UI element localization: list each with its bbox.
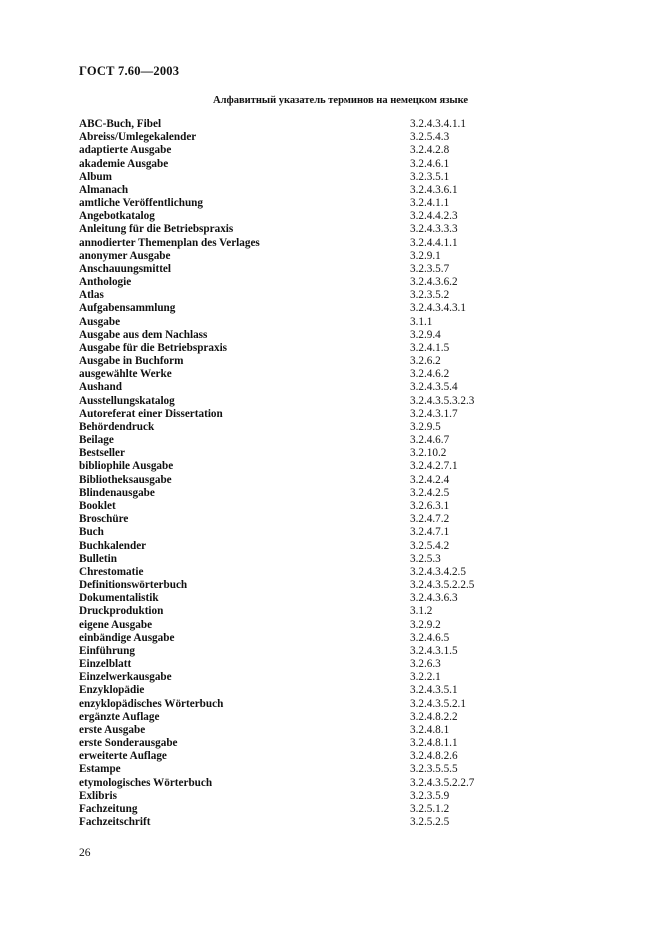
index-code: 3.2.3.5.9 (410, 789, 450, 802)
index-code: 3.2.4.3.4.1.1 (410, 118, 466, 130)
index-entry (79, 395, 549, 408)
index-code: 3.2.4.3.6.2 (410, 276, 458, 289)
index-entry (79, 803, 549, 816)
index-entry (79, 592, 549, 605)
index-code: 3.2.3.5.2 (410, 289, 450, 302)
index-code: 3.2.4.2.5 (410, 486, 450, 499)
index-term: erste Sonderausgabe (79, 737, 178, 750)
index-entry (79, 763, 549, 776)
index-code: 3.2.4.3.5.2.2.5 (410, 579, 475, 592)
index-term: Chrestomatie (79, 565, 144, 578)
index-entry (79, 500, 549, 513)
index-term: Angebotkatalog (79, 210, 155, 223)
index-term: Buch (79, 526, 104, 539)
index-term: einbändige Ausgabe (79, 631, 175, 644)
index-code: 3.1.1 (410, 315, 433, 328)
index-entry (79, 684, 549, 697)
index-code: 3.2.4.3.4.2.5 (410, 565, 466, 578)
term-index (79, 118, 549, 829)
index-entry (79, 737, 549, 750)
index-term: ergänzte Auflage (79, 710, 160, 723)
index-term: Aufgabensammlung (79, 302, 176, 315)
index-term: Aushand (79, 381, 122, 394)
index-code: 3.2.4.8.1 (410, 723, 450, 736)
index-term: erweiterte Auflage (79, 750, 167, 763)
index-entry (79, 711, 549, 724)
index-entry (79, 250, 549, 263)
index-code: 3.2.10.2 (410, 447, 447, 460)
index-entry (79, 144, 549, 157)
index-term: Ausgabe für die Betriebspraxis (79, 341, 228, 354)
index-term: Abreiss/Umlegekalender (79, 131, 197, 144)
index-code: 3.2.4.6.1 (410, 157, 450, 170)
index-term: Atlas (79, 289, 104, 302)
index-term: akademie Ausgabe (79, 157, 169, 170)
index-code: 3.2.4.1.1 (410, 197, 450, 210)
index-term: Fachzeitschrift (79, 816, 151, 829)
index-code: 3.2.4.3.1.5 (410, 644, 458, 657)
index-entry (79, 671, 549, 684)
index-term: Definitionswörterbuch (79, 579, 188, 592)
index-term: Bibliotheksausgabe (79, 473, 172, 486)
index-code: 3.2.4.2.7.1 (410, 460, 458, 473)
index-code: 3.2.2.1 (410, 671, 441, 684)
index-term: Bestseller (79, 447, 125, 460)
index-code: 3.2.4.3.5.3.2.3 (410, 394, 475, 407)
index-entry (79, 790, 549, 803)
index-code: 3.2.4.4.2.3 (410, 210, 458, 223)
index-code: 3.2.5.4.2 (410, 539, 450, 552)
index-entry (79, 184, 549, 197)
index-entry (79, 302, 549, 315)
index-entry (79, 724, 549, 737)
index-entry (79, 447, 549, 460)
index-code: 3.2.6.3.1 (410, 499, 450, 512)
index-title: Алфавитный указатель терминов на немецком языке (213, 95, 469, 106)
index-entry (79, 408, 549, 421)
index-entry (79, 421, 549, 434)
index-term: ausgewählte Werke (79, 368, 172, 381)
index-code: 3.2.4.2.8 (410, 144, 450, 157)
page-number: 26 (79, 847, 91, 859)
index-term: enzyklopädisches Wörterbuch (79, 697, 224, 710)
index-term: Druckproduktion (79, 605, 164, 618)
index-entry (79, 197, 549, 210)
index-code: 3.2.3.5.7 (410, 262, 450, 275)
index-term: anonymer Ausgabe (79, 249, 171, 262)
index-term: Buchkalender (79, 539, 147, 552)
index-code: 3.2.4.3.4.3.1 (410, 302, 466, 315)
index-code: 3.2.4.7.2 (410, 513, 450, 526)
index-term: Behördendruck (79, 420, 155, 433)
index-term: amtliche Veröffentlichung (79, 197, 203, 210)
index-code: 3.2.4.3.5.2.2.7 (410, 776, 475, 789)
index-code: 3.2.4.6.7 (410, 434, 450, 447)
index-code: 3.2.5.1.2 (410, 802, 450, 815)
index-term: Estampe (79, 763, 121, 776)
index-code: 3.2.4.7.1 (410, 526, 450, 539)
index-term: Bulletin (79, 552, 117, 565)
index-entry (79, 131, 549, 144)
index-code: 3.2.4.3.6.1 (410, 183, 458, 196)
index-term: Einführung (79, 644, 135, 657)
index-entry (79, 579, 549, 592)
index-code: 3.2.5.3 (410, 552, 441, 565)
index-code: 3.1.2 (410, 605, 433, 618)
index-entry (79, 777, 549, 790)
index-term: annodierter Themenplan des Verlages (79, 236, 260, 249)
index-entry (79, 329, 549, 342)
index-code: 3.2.4.6.2 (410, 368, 450, 381)
index-entry (79, 750, 549, 763)
index-term: Anschauungsmittel (79, 262, 172, 275)
index-term: Anleitung für die Betriebspraxis (79, 223, 234, 236)
index-term: Exlibris (79, 789, 117, 802)
index-term: etymologisches Wörterbuch (79, 776, 213, 789)
index-term: Ausgabe in Buchform (79, 355, 184, 368)
index-term: Blindenausgabe (79, 486, 155, 499)
index-code: 3.2.4.8.2.6 (410, 750, 458, 763)
index-code: 3.2.9.2 (410, 618, 441, 631)
index-term: Dokumentalistik (79, 592, 159, 605)
index-code: 3.2.4.6.5 (410, 631, 450, 644)
index-entry (79, 118, 549, 131)
index-term: Ausgabe (79, 315, 121, 328)
index-code: 3.2.4.3.5.4 (410, 381, 458, 394)
document-header: ГОСТ 7.60—2003 (79, 64, 180, 78)
index-code: 3.2.4.3.3.3 (410, 223, 458, 236)
index-code: 3.2.4.3.5.1 (410, 684, 458, 697)
index-code: 3.2.4.3.1.7 (410, 407, 458, 420)
index-entry (79, 223, 549, 236)
index-entry (79, 263, 549, 276)
index-entry (79, 474, 549, 487)
index-code: 3.2.4.8.2.2 (410, 710, 458, 723)
index-entry (79, 566, 549, 579)
index-term: eigene Ausgabe (79, 618, 153, 631)
index-entry (79, 658, 549, 671)
index-term: Ausstellungskatalog (79, 394, 175, 407)
index-entry (79, 368, 549, 381)
index-entry (79, 289, 549, 302)
index-entry (79, 698, 549, 711)
index-code: 3.2.9.5 (410, 420, 441, 433)
index-term: Autoreferat einer Dissertation (79, 407, 223, 420)
index-code: 3.2.5.4.3 (410, 131, 450, 144)
index-code: 3.2.4.3.5.2.1 (410, 697, 466, 710)
index-entry (79, 645, 549, 658)
index-entry (79, 540, 549, 553)
index-code: 3.2.3.5.1 (410, 170, 450, 183)
index-code: 3.2.9.4 (410, 328, 441, 341)
index-term: erste Ausgabe (79, 723, 146, 736)
index-entry (79, 816, 549, 829)
index-entry (79, 526, 549, 539)
index-term: Album (79, 170, 112, 183)
index-entry (79, 513, 549, 526)
index-code: 3.2.9.1 (410, 249, 441, 262)
index-term: Einzelblatt (79, 658, 132, 671)
index-entry (79, 158, 549, 171)
index-code: 3.2.4.1.5 (410, 341, 450, 354)
index-entry (79, 342, 549, 355)
index-term: bibliophile Ausgabe (79, 460, 174, 473)
index-term: Almanach (79, 183, 129, 196)
index-term: Anthologie (79, 276, 132, 289)
index-entry (79, 632, 549, 645)
index-entry (79, 434, 549, 447)
index-code: 3.2.3.5.5.5 (410, 763, 458, 776)
index-code: 3.2.6.3 (410, 658, 441, 671)
index-entry (79, 553, 549, 566)
index-code: 3.2.5.2.5 (410, 816, 450, 829)
index-entry (79, 171, 549, 184)
index-term: Einzelwerkausgabe (79, 671, 172, 684)
index-code: 3.2.4.4.1.1 (410, 236, 458, 249)
index-term: Enzyklopädie (79, 684, 145, 697)
index-term: Ausgabe aus dem Nachlass (79, 328, 208, 341)
index-entry (79, 276, 549, 289)
index-entry (79, 316, 549, 329)
index-entry (79, 619, 549, 632)
index-term: ABC-Buch, Fibel (79, 118, 162, 130)
index-entry (79, 487, 549, 500)
index-code: 3.2.4.8.1.1 (410, 737, 458, 750)
index-entry (79, 237, 549, 250)
index-term: Beilage (79, 434, 114, 447)
index-entry (79, 381, 549, 394)
index-code: 3.2.4.3.6.3 (410, 592, 458, 605)
index-code: 3.2.4.2.4 (410, 473, 450, 486)
index-term: Broschüre (79, 513, 129, 526)
index-entry (79, 460, 549, 473)
index-entry (79, 605, 549, 618)
index-entry (79, 210, 549, 223)
index-entry (79, 355, 549, 368)
index-term: adaptierte Ausgabe (79, 144, 172, 157)
index-term: Booklet (79, 499, 116, 512)
index-term: Fachzeitung (79, 802, 138, 815)
index-code: 3.2.6.2 (410, 355, 441, 368)
